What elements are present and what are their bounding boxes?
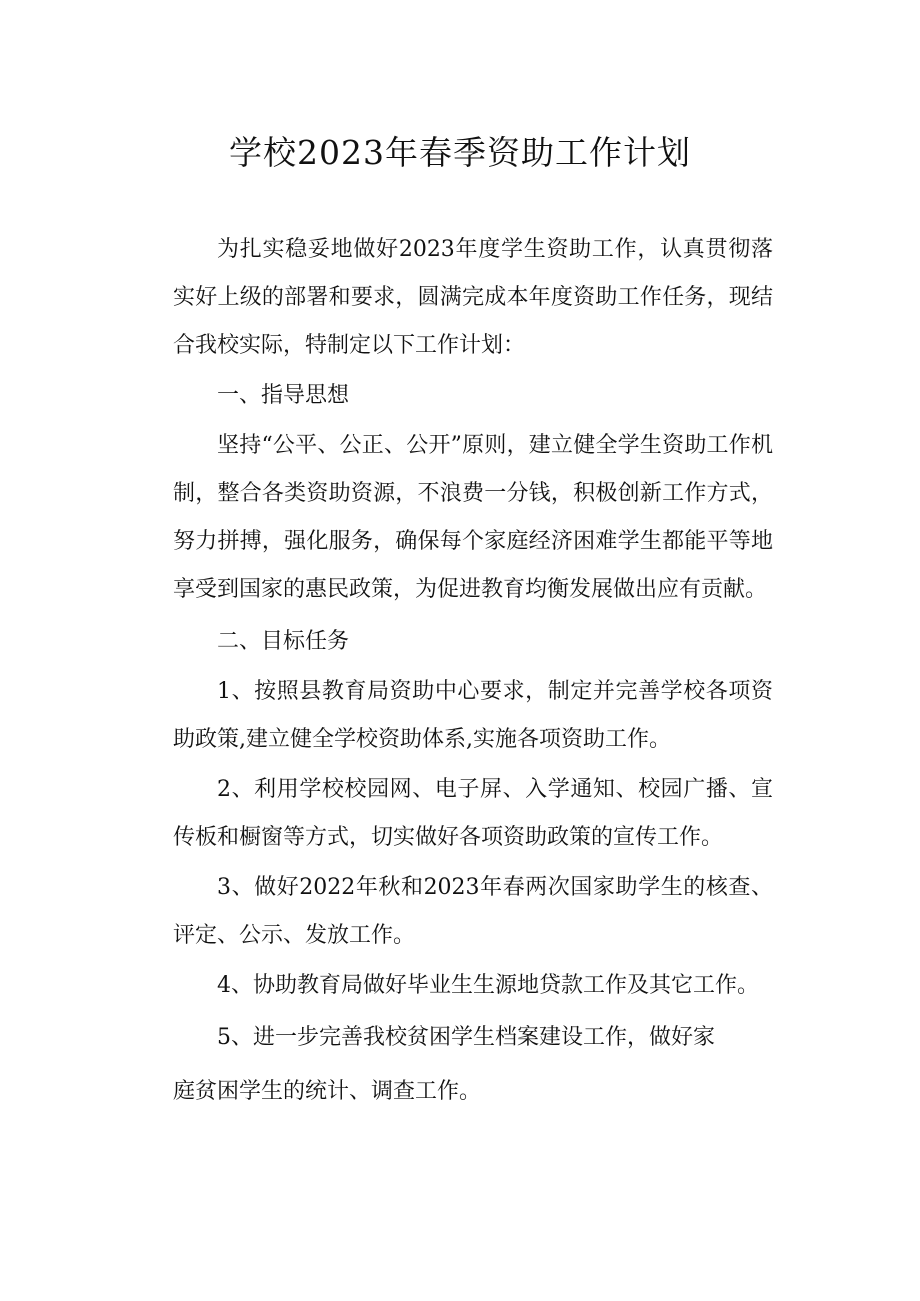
goal-item-2: 2、利用学校校园网、电子屏、入学通知、校园广播、宣传板和橱窗等方式，切实做好各项资助政策的宣传工作。: [173, 777, 773, 850]
goal-item-5: 5、进一步完善我校贫困学生档案建设工作，做好家: [217, 1025, 715, 1050]
intro-paragraph: 为扎实稳妥地做好2023年度学生资助工作，认真贯彻落实好上级的部署和要求，圆满完成本年度资助工作任务，现结合我校实际，特制定以下工作计划：: [173, 237, 773, 358]
document-body: [173, 226, 773, 1116]
guiding-ideology-paragraph: 坚持“公平、公正、公开”原则，建立健全学生资助工作机制，整合各类资助资源，不浪费一分钱，积极创新工作方式，努力拼搏，强化服务，确保每个家庭经济困难学生都能平等地享受到国家的惠民政策，为促进教育均衡发展做出应有贡献。: [173, 433, 773, 602]
goal-item-1: 1、按照县教育局资助中心要求，制定并完善学校各项资助政策,建立健全学校资助体系,实施各项资助工作。: [173, 679, 773, 752]
goal-item-3: 3、做好2022年秋和2023年春两次国家助学生的核查、评定、公示、发放工作。: [173, 875, 773, 948]
section-heading-goals: 二、目标任务: [217, 629, 350, 654]
document-title: 学校2023年春季资助工作计划: [229, 133, 691, 172]
goal-item-5-continuation: 庭贫困学生的统计、调查工作。: [173, 1079, 482, 1104]
section-heading-guiding-ideology: 一、指导思想: [217, 383, 350, 408]
goal-item-4: 4、协助教育局做好毕业生生源地贷款工作及其它工作。: [217, 973, 759, 998]
